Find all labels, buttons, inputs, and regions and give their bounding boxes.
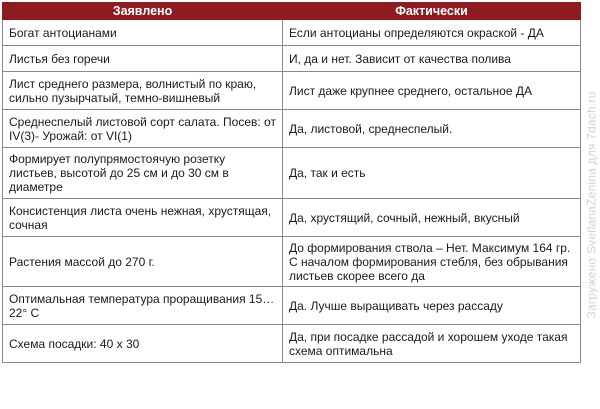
declared-cell: Лист среднего размера, волнистый по краю, сильно пузырчатый, темно-вишневый	[3, 72, 283, 110]
table-row	[3, 72, 581, 110]
declared-cell: Среднеспелый листовой сорт салата. Посев: от IV(3)- Урожай: от VI(1)	[3, 110, 283, 148]
actual-cell: Да, так и есть	[283, 148, 581, 199]
table-row	[3, 148, 581, 199]
watermark	[582, 0, 600, 409]
declared-cell: Оптимальная температура проращивания 15…22° C	[3, 287, 283, 325]
table-row	[3, 199, 581, 237]
declared-cell: Консистенция листа очень нежная, хрустящая, сочная	[3, 199, 283, 237]
watermark-text: Загружено SvetlanaZenina для 7dach.ru	[584, 91, 598, 318]
header-actual: Фактически	[283, 3, 581, 20]
declared-cell: Листья без горечи	[3, 46, 283, 72]
table-row	[3, 325, 581, 363]
declared-cell: Формирует полупрямостоячую розетку листьев, высотой до 25 см и до 30 см в диаметре	[3, 148, 283, 199]
comparison-table	[2, 2, 581, 363]
table-header-row	[3, 3, 581, 20]
table-row	[3, 110, 581, 148]
comparison-table-container	[2, 2, 580, 363]
table-row	[3, 287, 581, 325]
actual-cell: Если антоцианы определяются окраской - ДА	[283, 20, 581, 46]
actual-cell: Лист даже крупнее среднего, остальное ДА	[283, 72, 581, 110]
declared-cell: Растения массой до 270 г.	[3, 237, 283, 287]
table-row	[3, 237, 581, 287]
header-declared: Заявлено	[3, 3, 283, 20]
table-row	[3, 46, 581, 72]
actual-cell: Да, листовой, среднеспелый.	[283, 110, 581, 148]
actual-cell: До формирования ствола – Нет. Максимум 164 гр. С началом формирования стебля, без обрывания листьев скорее всего да	[283, 237, 581, 287]
declared-cell: Богат антоцианами	[3, 20, 283, 46]
declared-cell: Схема посадки: 40 x 30	[3, 325, 283, 363]
actual-cell: Да, при посадке рассадой и хорошем уходе такая схема оптимальна	[283, 325, 581, 363]
actual-cell: И, да и нет. Зависит от качества полива	[283, 46, 581, 72]
table-row	[3, 20, 581, 46]
actual-cell: Да. Лучше выращивать через рассаду	[283, 287, 581, 325]
actual-cell: Да, хрустящий, сочный, нежный, вкусный	[283, 199, 581, 237]
